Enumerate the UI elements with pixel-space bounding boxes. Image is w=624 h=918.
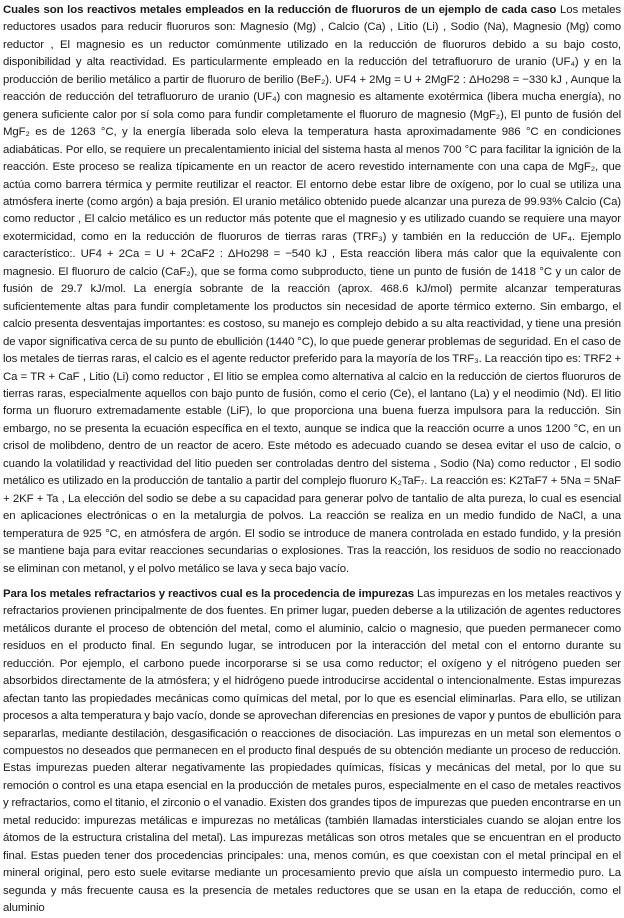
paragraph-reducing-metals xyxy=(3,2,621,578)
paragraph-body: Las impurezas en los metales reactivos y refractarios provienen principalmente de dos fuentes. En primer lugar, pueden deberse a la utilización de agentes reductores metálicos durante el proceso de obtención del metal, como el aluminio, calcio o magnesio, que pueden permanecer como residuos en el producto final. En segundo lugar, se introducen por la interacción del metal con el entorno durante su reducción. Por ejemplo, el carbono puede incorporarse si se usa como reductor; el oxígeno y el nitrógeno pueden ser absorbidos directamente de la atmósfera; y el hidrógeno puede introducirse accidental o intencionalmente. Estas impurezas afectan tanto las propiedades mecánicas como químicas del metal, por lo que es esencial eliminarlas. Para ello, se utilizan procesos a alta temperatura y bajo vacío, donde se aprovechan diferencias en presiones de vapor y puntos de ebullición para separarlas, mediante destilación, desgasificación o reacciones de disociación. Las impurezas en un metal son elementos o compuestos no deseados que permanecen en el producto final después de su obtención mediante un proceso de reducción. Estas impurezas pueden alterar negativamente las propiedades químicas, físicas y mecánicas del metal, por lo que su remoción o control es una etapa esencial en la producción de metales puros, especialmente en el caso de metales reactivos y refractarios, como el titanio, el zirconio o el vanadio. Existen dos grandes tipos de impurezas que pueden encontrarse en un metal reducido: impurezas metálicas e impurezas no metálicas (también llamadas intersticiales cuando se alojan entre los átomos de la estructura cristalina del metal). Las impurezas metálicas son otros metales que se encuentran en el producto final. Estas pueden tener dos procedencias principales: una, menos común, es que coexistan con el metal principal en el mineral original, pero esto suele evitarse mediante un procesamiento previo que aísla un compuesto intermedio puro. La segunda y más frecuente causa es la presencia de metales reductores que se usan en la etapa de reducción, como el aluminio xyxy=(3,587,621,915)
paragraph-heading: Para los metales refractarios y reactivos cual es la procedencia de impurezas xyxy=(3,587,414,600)
paragraph-body: Los metales reductores usados para reducir fluoruros son: Magnesio (Mg) , Calcio (Ca) , Litio (Li) , Sodio (Na), Magnesio (Mg) como reductor , El magnesio es un reductor comúnmente utilizado en la reducción de fluoruros debido a su bajo costo, disponibilidad y alta reactividad. Es particularmente empleado en la reducción del tetrafluoruro de uranio (UF₄) y en la producción de berilio metálico a partir de fluoruro de berilio (BeF₂). UF4 + 2Mg = U + 2MgF2 : ΔHo298 = −330 kJ , Aunque la reacción de reducción del tetrafluoruro de uranio (UF₄) con magnesio es altamente exotérmica (libera mucha energía), no genera suficiente calor por sí sola como para fundir completamente el fluoruro de magnesio (MgF₂), El punto de fusión del MgF₂ es de 1263 °C, y la energía liberada solo eleva la temperatura hasta aproximadamente 986 °C en condiciones adiabáticas. Por ello, se requiere un precalentamiento inicial del sistema hasta al menos 700 °C para facilitar la ignición de la reacción. Este proceso se realiza típicamente en un reactor de acero revestido internamente con una capa de MgF₂, que actúa como barrera térmica y permite reutilizar el reactor. El entorno debe estar libre de oxígeno, por lo cual se utiliza una atmósfera inerte (como argón) a baja presión. El uranio metálico obtenido puede alcanzar una pureza de 99.93% Calcio (Ca) como reductor , El calcio metálico es un reductor más potente que el magnesio y es utilizado cuando se requiere una mayor exotermicidad, como en la reducción de fluoruros de tierras raras (TRF₃) y también en la reducción de UF₄. Ejemplo característico:. UF4 + 2Ca = U + 2CaF2 : ΔHo298 = −540 kJ , Esta reacción libera más calor que la equivalente con magnesio. El fluoruro de calcio (CaF₂), que se forma como subproducto, tiene un punto de fusión de 1418 °C y un calor de fusión de 29.7 kJ/mol. La energía sobrante de la reacción (aprox. 468.6 kJ/mol) permite alcanzar temperaturas suficientemente altas para fundir completamente los productos sin necesidad de aporte térmico externo. Sin embargo, el calcio presenta desventajas importantes: es costoso, su manejo es complejo debido a su alta reactividad, y tiene una presión de vapor significativa cerca de su punto de ebullición (1440 °C), lo que puede generar problemas de seguridad. En el caso de los metales de tierras raras, el calcio es el agente reductor preferido para la mayoría de los TRF₃. La reacción tipo es: TRF2 + Ca = TR + CaF , Litio (Li) como reductor , El litio se emplea como alternativa al calcio en la reducción de ciertos fluoruros de tierras raras, especialmente aquellos con bajo punto de fusión, como el cerio (Ce), el lantano (La) y el neodimio (Nd). El litio forma un fluoruro extremadamente estable (LiF), lo que proporciona una buena fuerza impulsora para la reducción. Sin embargo, no se presenta la ecuación específica en el texto, aunque se indica que la reacción ocurre a unos 1200 °C, en un crisol de molibdeno, dentro de un reactor de acero. Este método es adecuado cuando se desea evitar el uso de calcio, o cuando la volatilidad y reactividad del litio pueden ser controladas dentro del sistema , Sodio (Na) como reductor , El sodio metálico es utilizado en la producción de tantalio a partir del complejo fluoruro K₂TaF₇. La reacción es: K2TaF7 + 5Na = 5NaF + 2KF + Ta , La elección del sodio se debe a su capacidad para generar polvo de tantalio de alta pureza, lo cual es esencial en aplicaciones electrónicas o en la metalurgia de polvos. La reacción se realiza en un medio fundido de NaCl, a una temperatura de 925 °C, en atmósfera de argón. El sodio se introduce de manera controlada en estado fundido, y la presión se mantiene baja para evitar reacciones secundarias o explosiones. Tras la reacción, los residuos de sodio no reaccionado se eliminan con metanol, y el polvo metálico se lava y seca bajo vacío. xyxy=(3,4,621,575)
paragraph-heading: Cuales son los reactivos metales empleados en la reducción de fluoruros de un ejemplo de cada caso xyxy=(3,4,557,16)
paragraph-impurities xyxy=(3,586,621,918)
